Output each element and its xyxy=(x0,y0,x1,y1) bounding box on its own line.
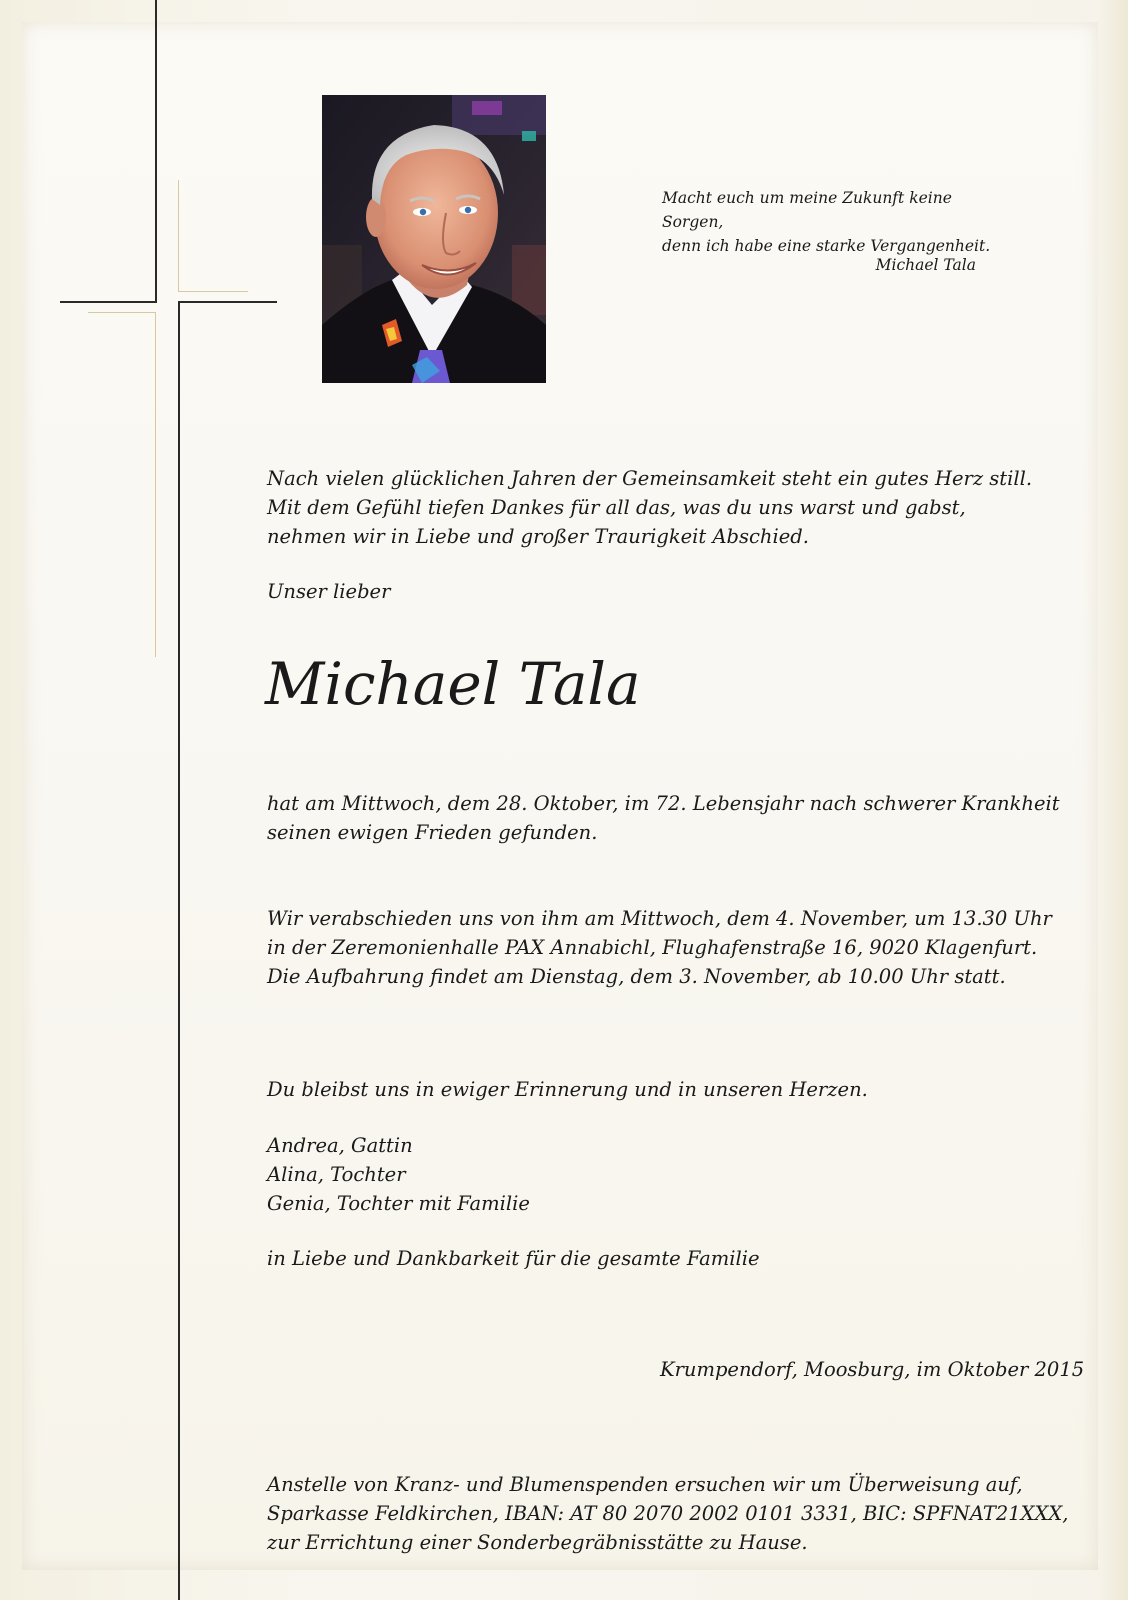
salutation-text: Unser lieber xyxy=(267,580,391,603)
family-line-text: in Liebe und Dankbarkeit für die gesamte Familie xyxy=(267,1247,760,1270)
quote xyxy=(662,186,992,258)
mourner: Alina, Tochter xyxy=(267,1163,406,1186)
deceased-name: Michael Tala xyxy=(265,650,641,718)
quote-line: Macht euch um meine Zukunft keine Sorgen, xyxy=(662,189,952,231)
family-line xyxy=(267,1244,1047,1273)
donation-line: Anstelle von Kranz- und Blumenspenden ersuchen wir um Überweisung auf, xyxy=(267,1473,1023,1496)
quote-author: Michael Tala xyxy=(875,256,976,274)
cross-gold-vertical-long xyxy=(155,312,156,657)
remembrance-paragraph xyxy=(267,1075,1047,1104)
death-notice-line: hat am Mittwoch, dem 28. Oktober, im 72. Lebensjahr nach schwerer Krankheit xyxy=(267,792,1060,815)
salutation xyxy=(267,577,1047,606)
donation-paragraph xyxy=(267,1470,1069,1557)
funeral-line: in der Zeremonienhalle PAX Annabichl, Flughafenstraße 16, 9020 Klagenfurt. xyxy=(267,936,1038,959)
donation-line: Sparkasse Feldkirchen, IBAN: AT 80 2070 2002 0101 3331, BIC: SPFNAT21XXX, xyxy=(267,1502,1069,1525)
cross-gold-vertical-top xyxy=(178,180,179,292)
portrait-illustration xyxy=(322,95,546,383)
cross-dark-horizontal-right xyxy=(178,301,277,303)
intro-line: nehmen wir in Liebe und großer Traurigkeit Abschied. xyxy=(267,525,809,548)
quote-line: denn ich habe eine starke Vergangenheit. xyxy=(662,237,991,255)
place-date: Krumpendorf, Moosburg, im Oktober 2015 xyxy=(660,1358,1085,1381)
funeral-line: Wir verabschieden uns von ihm am Mittwoch, dem 4. November, um 13.30 Uhr xyxy=(267,907,1052,930)
mourner: Genia, Tochter mit Familie xyxy=(267,1192,530,1215)
death-notice-line: seinen ewigen Frieden gefunden. xyxy=(267,821,598,844)
page-edge-shadow xyxy=(1098,0,1128,1600)
donation-line: zur Errichtung einer Sonderbegräbnisstätte zu Hause. xyxy=(267,1531,808,1554)
intro-line: Nach vielen glücklichen Jahren der Gemeinsamkeit steht ein gutes Herz still. xyxy=(267,467,1033,490)
intro-line: Mit dem Gefühl tiefen Dankes für all das, was du uns warst und gabst, xyxy=(267,496,966,519)
cross-dark-vertical-top xyxy=(155,0,157,302)
remembrance-text: Du bleibst uns in ewiger Erinnerung und in unseren Herzen. xyxy=(267,1078,868,1101)
portrait-photo xyxy=(322,95,546,383)
mourner: Andrea, Gattin xyxy=(267,1134,413,1157)
death-notice-paragraph xyxy=(267,789,1060,847)
funeral-paragraph xyxy=(267,904,1052,991)
cross-dark-horizontal-left xyxy=(60,301,157,303)
cross-gold-horizontal-right xyxy=(178,291,248,292)
cross-gold-horizontal-left xyxy=(88,312,156,313)
funeral-line: Die Aufbahrung findet am Dienstag, dem 3. November, ab 10.00 Uhr statt. xyxy=(267,965,1006,988)
cross-dark-vertical-long xyxy=(178,301,180,1600)
mourners-list xyxy=(267,1131,1047,1218)
intro-paragraph xyxy=(267,464,1047,551)
